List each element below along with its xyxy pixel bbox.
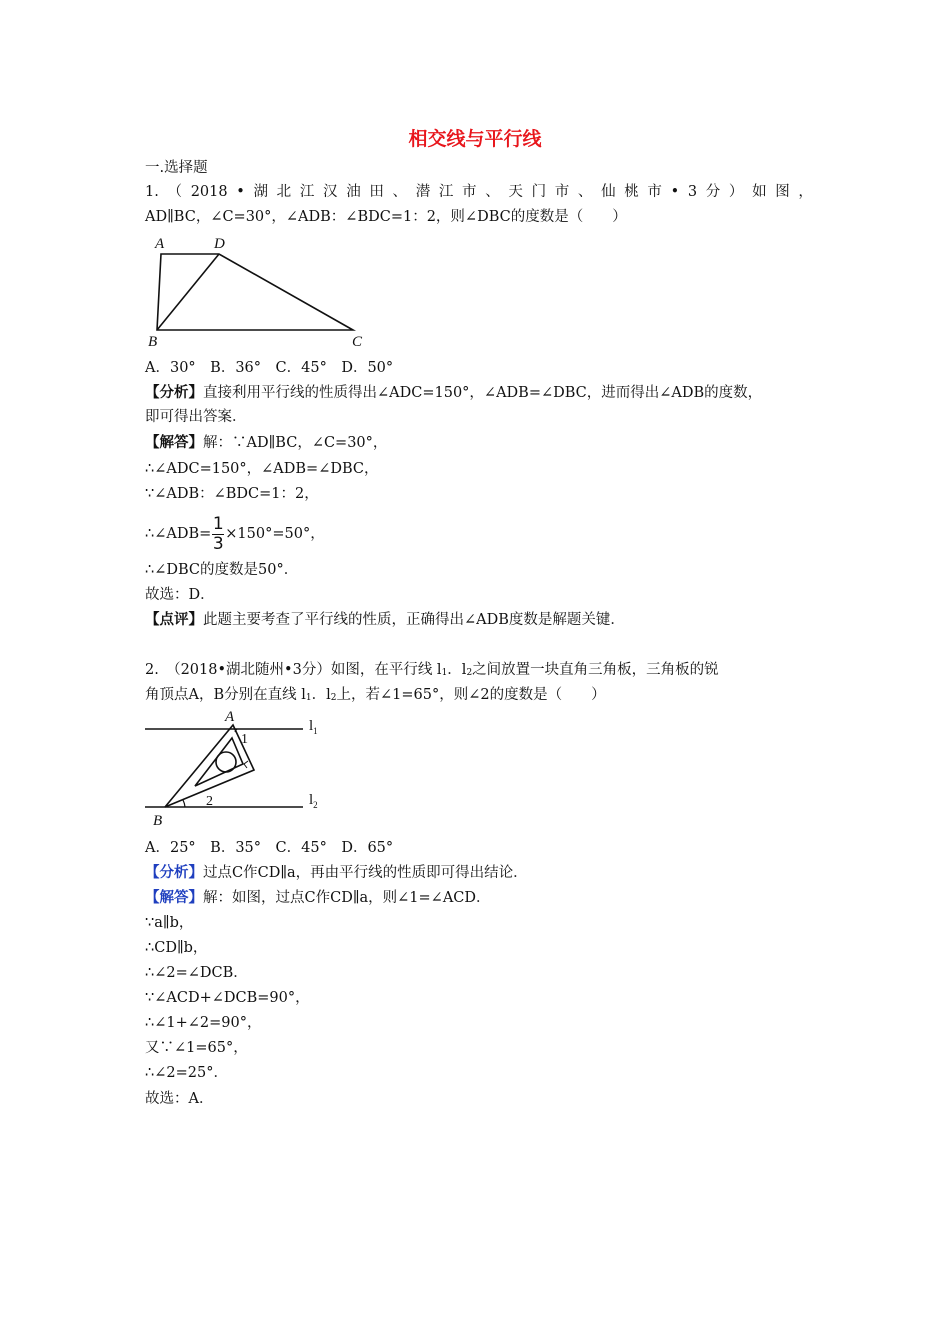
q1-stem-token: 、 xyxy=(577,184,593,200)
q2-solution-tag: 【解答】 xyxy=(145,889,203,906)
q2-step-2: ∴CD∥b， xyxy=(145,940,208,956)
q1-analysis-text: 直接利用平行线的性质得出∠ADC=150°，∠ADB=∠DBC，进而得出∠ADB的度数， xyxy=(203,385,763,401)
q2-analysis-line xyxy=(145,863,528,883)
q1-stem-token: 门 xyxy=(531,184,547,200)
q1-analysis-tag: 【分析】 xyxy=(145,384,203,401)
q1-analysis-line1 xyxy=(145,383,762,403)
q2-step-5: ∴∠1+∠2=90°， xyxy=(145,1015,262,1031)
page-title: 相交线与平行线 xyxy=(408,128,542,150)
q1-frac-den: 3 xyxy=(212,533,224,554)
q1-stem-token: 桃 xyxy=(624,184,639,200)
q1-stem-token: 市 xyxy=(462,184,477,200)
q2-step-3: ∴∠2=∠DCB． xyxy=(145,965,248,981)
q2-label-angle-1: 1 xyxy=(241,732,248,747)
q1-stem-token: 、 xyxy=(485,184,500,200)
q1-stem-line2: AD∥BC，∠C=30°，∠ADB：∠BDC=1：2，则∠DBC的度数是（ ） xyxy=(145,209,627,225)
q1-stem-token: 3 xyxy=(687,184,698,200)
q2-analysis-text: 过点C作CD∥a，再由平行线的性质即可得出结论． xyxy=(203,865,528,881)
q2-step-4: ∵∠ACD+∠DCB=90°， xyxy=(145,990,310,1006)
q2-right-angle-mark xyxy=(244,761,248,768)
q2-set-square-hole xyxy=(216,752,236,772)
q1-stem-token: 1. xyxy=(145,184,159,200)
q1-fraction xyxy=(212,513,224,554)
q1-stem-token: 分 xyxy=(705,184,721,200)
q1-fraction-step xyxy=(145,515,325,553)
q2-label-l2-main: l xyxy=(309,792,314,808)
q1-stem-token: 北 xyxy=(276,184,292,200)
q1-stem-token: 江 xyxy=(299,184,315,200)
q1-stem-token: 潜 xyxy=(415,184,431,200)
q2-stem2-sub1: 1 xyxy=(305,693,312,703)
q2-stem1-sub1: 1 xyxy=(441,668,448,678)
q1-stem-token: ， xyxy=(798,184,813,200)
q2-parallel-lines-figure xyxy=(143,708,328,828)
q2-step-6: 又∵∠1=65°， xyxy=(145,1040,248,1056)
q2-label-b: B xyxy=(153,813,163,828)
q1-stem-token: （ xyxy=(167,184,183,200)
q2-stem2-a: 角顶点A，B分别在直线 l xyxy=(145,687,306,703)
q1-stem-token: • xyxy=(236,184,245,200)
q1-step-1: ∴∠ADC=150°，∠ADB=∠DBC， xyxy=(145,461,379,477)
q1-trapezoid xyxy=(157,254,353,330)
q1-stem-token: 、 xyxy=(392,184,408,200)
q1-frac-num: 1 xyxy=(212,513,224,534)
q2-analysis-tag: 【分析】 xyxy=(145,864,203,881)
q2-stem1-sub2: 2 xyxy=(466,668,473,678)
q2-stem2-b: ．l xyxy=(311,687,331,703)
q1-stem-token: 油 xyxy=(346,184,361,200)
q2-stem1-a: 2. （2018•湖北随州•3分）如图，在平行线 l xyxy=(145,662,442,678)
q1-stem-token: 市 xyxy=(647,184,662,200)
q1-stem-token: 湖 xyxy=(253,184,268,200)
q1-comment-line xyxy=(145,610,625,630)
q1-label-c: C xyxy=(352,334,363,349)
q2-step-8: 故选：A． xyxy=(145,1091,214,1107)
q1-frac-suffix: ×150°=50°， xyxy=(225,526,325,542)
q1-stem-token: 仙 xyxy=(601,184,616,200)
q1-label-d: D xyxy=(214,236,225,252)
q1-step-3: ∴∠DBC的度数是50°． xyxy=(145,562,299,578)
q2-stem-line1 xyxy=(145,660,719,683)
q1-stem-token: 市 xyxy=(554,184,570,200)
q1-trapezoid-figure xyxy=(143,234,373,349)
q2-step-1: ∵a∥b， xyxy=(145,915,194,931)
q1-stem-token: 汉 xyxy=(323,184,338,200)
q2-label-l2-sub: 2 xyxy=(313,800,318,810)
section-heading: 一.选择题 xyxy=(145,160,208,176)
q1-solution-tag: 【解答】 xyxy=(145,434,203,451)
q1-stem-token: 田 xyxy=(369,184,384,200)
q2-stem2-sub2: 2 xyxy=(330,693,337,703)
q1-label-b: B xyxy=(148,334,158,349)
q1-diagonal-bd xyxy=(157,254,219,330)
q1-solution-intro: 解：∵AD∥BC，∠C=30°， xyxy=(203,435,388,451)
q1-frac-prefix: ∴∠ADB= xyxy=(145,526,212,542)
q1-stem-token: 2018 xyxy=(190,184,228,200)
q1-comment-tag: 【点评】 xyxy=(145,611,203,628)
q2-options: A．25° B．35° C．45° D．65° xyxy=(145,840,394,856)
q2-label-l1-main: l xyxy=(309,718,314,734)
q2-label-l1-sub: 1 xyxy=(313,726,318,736)
q1-options: A．30° B．36° C．45° D．50° xyxy=(145,360,394,376)
q2-angle-2-arc xyxy=(183,800,185,807)
q2-stem-line2 xyxy=(145,685,606,708)
q2-stem1-c: 之间放置一块直角三角板，三角板的锐 xyxy=(472,662,719,678)
q1-solution-line1 xyxy=(145,433,387,453)
q1-step-4: 故选：D． xyxy=(145,587,215,603)
q2-stem1-b: ．l xyxy=(447,662,467,678)
q2-solution-intro: 解：如图，过点C作CD∥a，则∠1=∠ACD． xyxy=(203,890,491,906)
q1-stem-token: 江 xyxy=(438,184,454,200)
q1-stem-token: ） xyxy=(728,184,744,200)
q1-label-a: A xyxy=(155,236,165,252)
q1-stem-line1 xyxy=(145,182,813,202)
q2-label-a: A xyxy=(225,709,235,725)
q2-stem2-c: 上，若∠1=65°，则∠2的度数是（ ） xyxy=(336,687,606,703)
q1-stem-token: • xyxy=(670,184,680,200)
q2-label-angle-2: 2 xyxy=(206,794,213,809)
q1-analysis-line2: 即可得出答案． xyxy=(145,409,247,425)
q1-stem-token: 天 xyxy=(508,184,523,200)
q1-stem-token: 如 xyxy=(752,184,767,200)
q1-comment-text: 此题主要考查了平行线的性质，正确得出∠ADB度数是解题关键． xyxy=(203,612,625,628)
q1-step-2: ∵∠ADB：∠BDC=1：2， xyxy=(145,486,319,502)
q2-solution-line xyxy=(145,888,491,908)
q1-stem-token: 图 xyxy=(775,184,790,200)
q2-step-7: ∴∠2=25°． xyxy=(145,1065,228,1081)
q2-label-l2 xyxy=(309,792,318,810)
q2-label-l1 xyxy=(309,718,318,736)
